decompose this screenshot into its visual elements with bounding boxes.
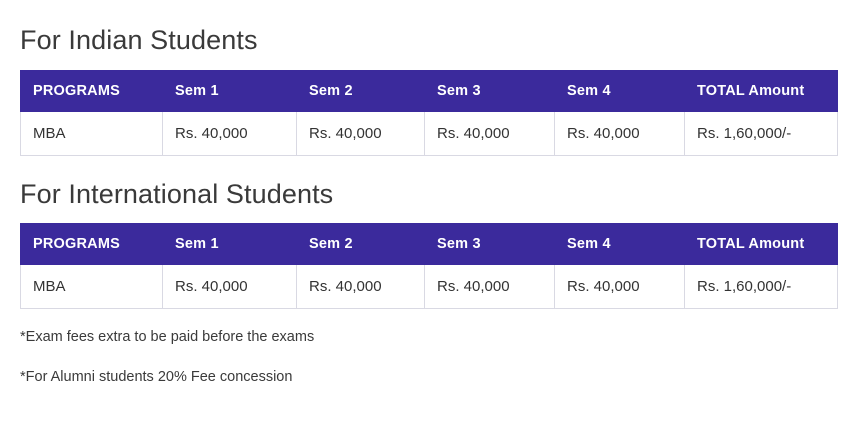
notes-section	[20, 329, 837, 386]
table-header-row	[21, 70, 838, 111]
column-header-sem-4: Sem 4	[555, 70, 685, 111]
cell-sem-3: Rs. 40,000	[425, 265, 555, 309]
column-header-total-amount: TOTAL Amount	[685, 70, 838, 111]
table-header-row	[21, 224, 838, 265]
note-alumni-concession: *For Alumni students 20% Fee concession	[20, 368, 293, 385]
column-header-total-amount: TOTAL Amount	[685, 224, 838, 265]
column-header-sem-2: Sem 2	[297, 70, 425, 111]
cell-sem-1: Rs. 40,000	[163, 111, 297, 155]
column-header-programs: PROGRAMS	[21, 70, 163, 111]
column-header-programs: PROGRAMS	[21, 224, 163, 265]
column-header-sem-3: Sem 3	[425, 224, 555, 265]
table-row	[21, 265, 838, 309]
note-exam-fees: *Exam fees extra to be paid before the exams	[20, 329, 315, 346]
indian-students-heading: For Indian Students	[20, 25, 258, 55]
cell-sem-4: Rs. 40,000	[555, 265, 685, 309]
cell-program: MBA	[21, 265, 163, 309]
column-header-sem-1: Sem 1	[163, 70, 297, 111]
cell-total-amount: Rs. 1,60,000/-	[685, 265, 838, 309]
cell-program: MBA	[21, 111, 163, 155]
cell-total-amount: Rs. 1,60,000/-	[685, 111, 838, 155]
column-header-sem-2: Sem 2	[297, 224, 425, 265]
column-header-sem-4: Sem 4	[555, 224, 685, 265]
cell-sem-1: Rs. 40,000	[163, 265, 297, 309]
international-students-heading: For International Students	[20, 178, 334, 209]
column-header-sem-3: Sem 3	[425, 70, 555, 111]
cell-sem-3: Rs. 40,000	[425, 111, 555, 155]
cell-sem-2: Rs. 40,000	[297, 265, 425, 309]
cell-sem-2: Rs. 40,000	[297, 111, 425, 155]
column-header-sem-1: Sem 1	[163, 224, 297, 265]
indian-students-fee-table	[20, 70, 838, 156]
table-row	[21, 111, 838, 155]
cell-sem-4: Rs. 40,000	[555, 111, 685, 155]
international-students-fee-table	[20, 223, 838, 309]
